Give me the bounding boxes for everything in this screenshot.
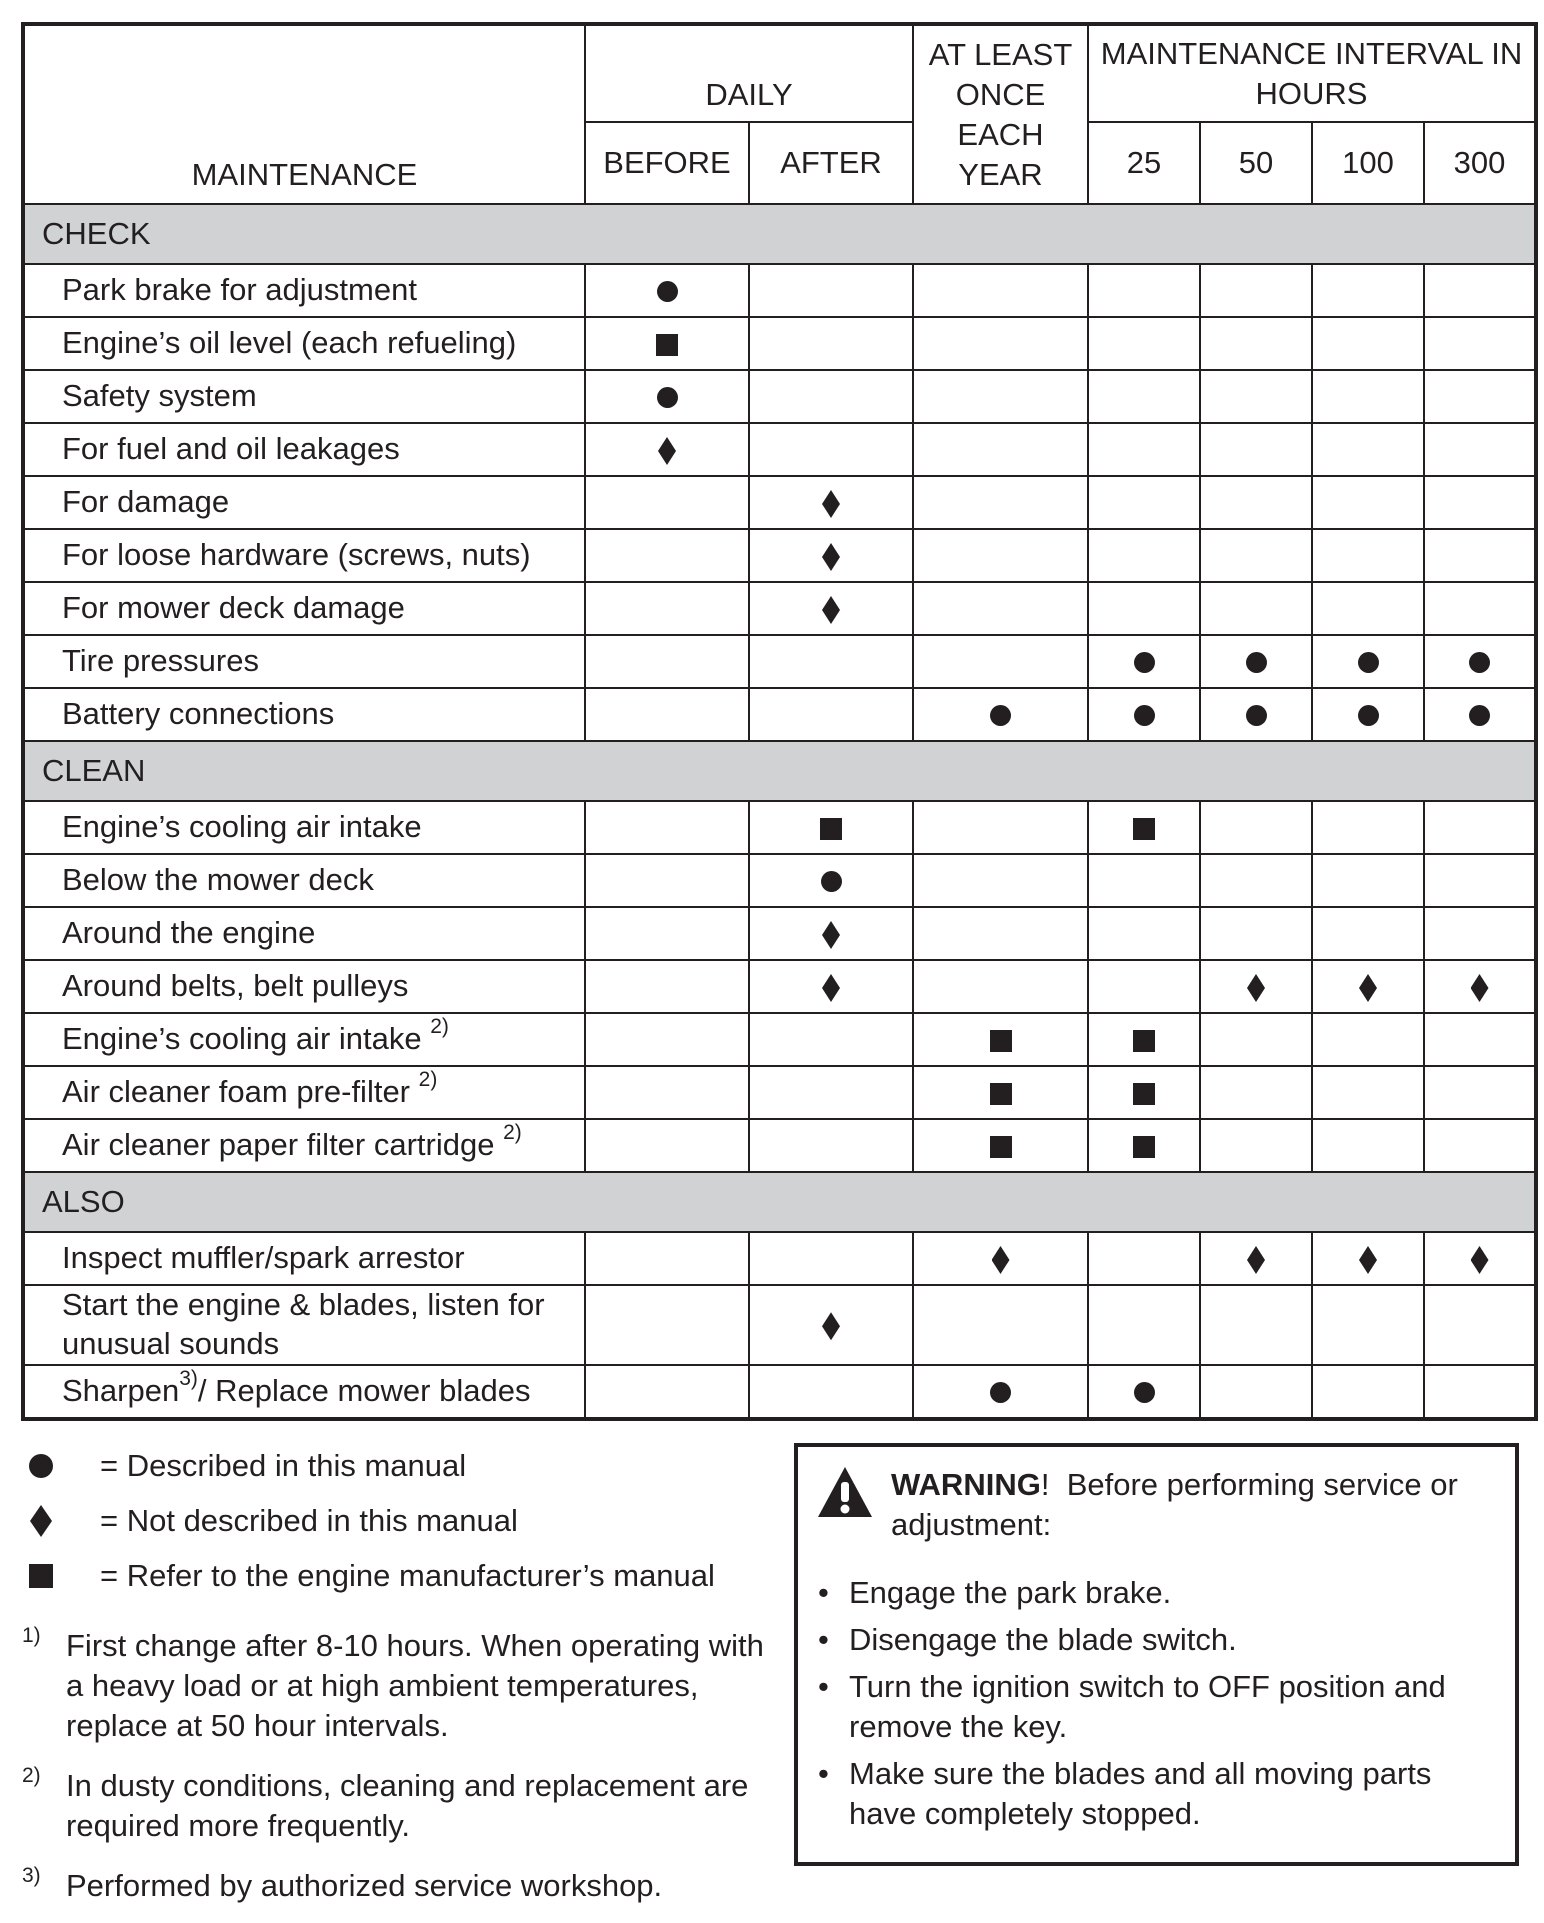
schedule-cell xyxy=(1312,1365,1424,1419)
schedule-cell xyxy=(749,1066,913,1119)
schedule-cell xyxy=(913,529,1088,582)
square-icon xyxy=(990,1083,1012,1105)
schedule-cell xyxy=(749,529,913,582)
schedule-cell xyxy=(1312,1066,1424,1119)
row-label xyxy=(23,1119,585,1172)
maintenance-schedule-table xyxy=(21,22,1538,1421)
schedule-cell xyxy=(1424,1232,1536,1285)
footnote-number: 3) xyxy=(22,1864,41,1887)
row-label xyxy=(23,801,585,854)
row-label xyxy=(23,688,585,741)
schedule-cell xyxy=(1200,370,1312,423)
schedule-cell xyxy=(1200,264,1312,317)
square-icon xyxy=(1133,1030,1155,1052)
row-label xyxy=(23,529,585,582)
schedule-cell xyxy=(585,1365,749,1419)
footnote-ref: 2) xyxy=(503,1121,522,1145)
schedule-cell xyxy=(1088,907,1200,960)
schedule-cell xyxy=(1424,264,1536,317)
schedule-cell xyxy=(913,907,1088,960)
schedule-cell xyxy=(1312,688,1424,741)
row-label-text: / Replace mower blades xyxy=(197,1372,531,1408)
schedule-cell xyxy=(1424,1013,1536,1066)
schedule-cell xyxy=(913,1066,1088,1119)
diamond-icon xyxy=(1471,974,1489,1002)
schedule-cell xyxy=(913,264,1088,317)
warning-item-text: Turn the ignition switch to OFF position and remove the key. xyxy=(849,1669,1446,1744)
table-row xyxy=(23,907,1536,960)
schedule-cell xyxy=(749,370,913,423)
schedule-cell xyxy=(749,635,913,688)
schedule-cell xyxy=(585,1119,749,1172)
dot-icon xyxy=(657,387,678,408)
schedule-cell xyxy=(1312,582,1424,635)
square-icon xyxy=(990,1136,1012,1158)
schedule-cell xyxy=(749,960,913,1013)
bullet: • xyxy=(818,1756,829,1791)
warning-triangle-icon xyxy=(816,1465,874,1519)
row-label-text: Battery connections xyxy=(62,696,335,732)
legend-text: = Described in this manual xyxy=(100,1448,467,1483)
warning-word: WARNING xyxy=(891,1467,1041,1502)
square-icon xyxy=(1133,1136,1155,1158)
schedule-cell xyxy=(585,688,749,741)
schedule-cell xyxy=(1424,423,1536,476)
schedule-cell xyxy=(1200,529,1312,582)
schedule-cell xyxy=(1312,854,1424,907)
dot-icon xyxy=(990,705,1011,726)
table-row xyxy=(23,635,1536,688)
schedule-cell xyxy=(1200,423,1312,476)
schedule-cell xyxy=(585,960,749,1013)
schedule-cell xyxy=(749,688,913,741)
row-label xyxy=(23,635,585,688)
row-label-text: Tire pressures xyxy=(62,643,259,679)
schedule-cell xyxy=(1200,582,1312,635)
dot-icon xyxy=(22,1454,60,1478)
footnote-text: Performed by authorized service workshop. xyxy=(66,1868,663,1903)
dot-icon xyxy=(657,281,678,302)
legend-item-dot xyxy=(22,1448,466,1484)
schedule-cell xyxy=(585,582,749,635)
schedule-cell xyxy=(749,264,913,317)
schedule-cell xyxy=(1424,801,1536,854)
schedule-cell xyxy=(1424,476,1536,529)
diamond-icon xyxy=(992,1246,1010,1274)
warning-item-text: Make sure the blades and all moving parts have completely stopped. xyxy=(849,1756,1432,1831)
square-icon xyxy=(820,818,842,840)
schedule-cell xyxy=(1088,582,1200,635)
schedule-cell xyxy=(1088,960,1200,1013)
schedule-cell xyxy=(1312,476,1424,529)
diamond-icon xyxy=(1247,1246,1265,1274)
dot-icon xyxy=(1358,705,1379,726)
table-row xyxy=(23,370,1536,423)
schedule-cell xyxy=(913,635,1088,688)
schedule-cell xyxy=(1088,529,1200,582)
schedule-cell xyxy=(749,854,913,907)
diamond-icon xyxy=(822,596,840,624)
row-label-text: Sharpen xyxy=(62,1372,180,1408)
header-interval: MAINTENANCE INTERVAL IN HOURS xyxy=(1088,24,1536,122)
schedule-cell xyxy=(913,317,1088,370)
footnote-ref: 2) xyxy=(430,1015,449,1039)
header-before: BEFORE xyxy=(585,122,749,204)
row-label xyxy=(23,1013,585,1066)
table-row xyxy=(23,1365,1536,1419)
row-label-text: Around belts, belt pulleys xyxy=(62,968,409,1004)
schedule-cell xyxy=(913,960,1088,1013)
table-row xyxy=(23,317,1536,370)
table-row xyxy=(23,1285,1536,1365)
dot-icon xyxy=(1358,652,1379,673)
schedule-cell xyxy=(585,370,749,423)
table-row xyxy=(23,854,1536,907)
schedule-cell xyxy=(749,1285,913,1365)
footnote-number: 1) xyxy=(22,1624,41,1647)
dot-icon xyxy=(1469,705,1490,726)
schedule-cell xyxy=(1424,1119,1536,1172)
schedule-cell xyxy=(1424,582,1536,635)
header-yearly: AT LEAST ONCE EACH YEAR xyxy=(913,24,1088,204)
schedule-cell xyxy=(1312,1119,1424,1172)
schedule-cell xyxy=(913,476,1088,529)
footnote-text: In dusty conditions, cleaning and replacement are required more frequently. xyxy=(66,1768,749,1843)
row-label-text: Inspect muffler/spark arrestor xyxy=(62,1240,465,1276)
table-row xyxy=(23,582,1536,635)
schedule-cell xyxy=(749,1119,913,1172)
diamond-icon xyxy=(822,1312,840,1340)
table-row xyxy=(23,1119,1536,1172)
footnote-text: First change after 8-10 hours. When operating with a heavy load or at high ambient temperatures, replace at 50 hour intervals. xyxy=(66,1628,764,1743)
row-label-text: Start the engine & blades, listen for unusual sounds xyxy=(62,1287,545,1361)
diamond-icon xyxy=(822,974,840,1002)
schedule-cell xyxy=(1200,1013,1312,1066)
bullet: • xyxy=(818,1622,829,1657)
schedule-cell xyxy=(1088,264,1200,317)
row-label xyxy=(23,1365,585,1419)
schedule-cell xyxy=(749,317,913,370)
schedule-cell xyxy=(1088,688,1200,741)
schedule-cell xyxy=(1088,1232,1200,1285)
diamond-icon xyxy=(822,543,840,571)
schedule-cell xyxy=(1200,801,1312,854)
schedule-cell xyxy=(1312,423,1424,476)
warning-heading xyxy=(816,1465,1506,1545)
schedule-cell xyxy=(1200,476,1312,529)
square-icon xyxy=(990,1030,1012,1052)
square-icon xyxy=(22,1564,60,1588)
schedule-cell xyxy=(1312,370,1424,423)
table-row xyxy=(23,1066,1536,1119)
schedule-cell xyxy=(1200,1365,1312,1419)
table-row xyxy=(23,476,1536,529)
table-row xyxy=(23,801,1536,854)
schedule-cell xyxy=(1424,960,1536,1013)
dot-icon xyxy=(1246,652,1267,673)
dot-icon xyxy=(1246,705,1267,726)
schedule-cell xyxy=(1200,1232,1312,1285)
row-label-text: For mower deck damage xyxy=(62,590,405,626)
diamond-icon xyxy=(658,437,676,465)
section-title: ALSO xyxy=(23,1172,1536,1232)
dot-icon xyxy=(1134,705,1155,726)
diamond-icon xyxy=(1359,974,1377,1002)
bullet: • xyxy=(818,1575,829,1610)
row-label xyxy=(23,907,585,960)
table-row xyxy=(23,529,1536,582)
schedule-cell xyxy=(1200,907,1312,960)
row-label-text: Engine’s cooling air intake xyxy=(62,809,422,845)
warning-item xyxy=(816,1573,1506,1613)
schedule-cell xyxy=(913,1013,1088,1066)
schedule-cell xyxy=(1424,688,1536,741)
schedule-cell xyxy=(749,1365,913,1419)
row-label xyxy=(23,317,585,370)
square-icon xyxy=(1133,818,1155,840)
row-label xyxy=(23,423,585,476)
schedule-cell xyxy=(585,635,749,688)
table-row xyxy=(23,264,1536,317)
schedule-cell xyxy=(913,1365,1088,1419)
schedule-cell xyxy=(913,582,1088,635)
schedule-cell xyxy=(913,370,1088,423)
dot-icon xyxy=(1469,652,1490,673)
row-label xyxy=(23,582,585,635)
schedule-cell xyxy=(585,1066,749,1119)
schedule-cell xyxy=(585,1232,749,1285)
section-header-row xyxy=(23,204,1536,264)
footnote-number: 2) xyxy=(22,1764,41,1787)
schedule-cell xyxy=(1312,801,1424,854)
schedule-cell xyxy=(1312,960,1424,1013)
row-label-text: Air cleaner paper filter cartridge xyxy=(62,1127,495,1163)
row-label-text: Park brake for adjustment xyxy=(62,272,417,308)
row-label-text: For fuel and oil leakages xyxy=(62,431,400,467)
section-title: CLEAN xyxy=(23,741,1536,801)
footnote-ref: 2) xyxy=(418,1068,438,1092)
schedule-cell xyxy=(749,907,913,960)
row-label xyxy=(23,476,585,529)
schedule-cell xyxy=(1200,1119,1312,1172)
schedule-cell xyxy=(1088,1013,1200,1066)
schedule-cell xyxy=(585,1013,749,1066)
schedule-cell xyxy=(1312,1285,1424,1365)
schedule-cell xyxy=(913,854,1088,907)
row-label-text: Safety system xyxy=(62,378,257,414)
row-label-text: Air cleaner foam pre-filter xyxy=(62,1074,411,1110)
schedule-cell xyxy=(749,423,913,476)
row-label xyxy=(23,1285,585,1365)
schedule-cell xyxy=(585,854,749,907)
warning-item xyxy=(816,1667,1506,1747)
dot-icon xyxy=(990,1382,1011,1403)
bullet: • xyxy=(818,1669,829,1704)
schedule-cell xyxy=(1088,476,1200,529)
table-row xyxy=(23,688,1536,741)
schedule-cell xyxy=(1200,635,1312,688)
schedule-cell xyxy=(1088,1285,1200,1365)
schedule-cell xyxy=(1312,635,1424,688)
row-label-text: For loose hardware (screws, nuts) xyxy=(62,537,531,573)
schedule-cell xyxy=(749,1232,913,1285)
schedule-cell xyxy=(1088,1066,1200,1119)
warning-lead: Before performing service or adjustment: xyxy=(891,1467,1458,1542)
schedule-cell xyxy=(585,317,749,370)
schedule-cell xyxy=(1088,801,1200,854)
schedule-cell xyxy=(913,801,1088,854)
diamond-icon xyxy=(22,1505,60,1537)
schedule-cell xyxy=(1424,1285,1536,1365)
warning-item-text: Engage the park brake. xyxy=(849,1575,1172,1610)
schedule-cell xyxy=(1424,635,1536,688)
schedule-cell xyxy=(1424,907,1536,960)
header-hours-25: 25 xyxy=(1088,122,1200,204)
dot-icon xyxy=(821,871,842,892)
diamond-icon xyxy=(1247,974,1265,1002)
row-label-text: For damage xyxy=(62,484,230,520)
schedule-cell xyxy=(1088,635,1200,688)
header-hours-100: 100 xyxy=(1312,122,1424,204)
warning-item xyxy=(816,1754,1506,1834)
row-label-text: Below the mower deck xyxy=(62,862,374,898)
row-label xyxy=(23,854,585,907)
schedule-cell xyxy=(913,1119,1088,1172)
legend-item-square xyxy=(22,1558,715,1594)
schedule-cell xyxy=(1200,688,1312,741)
header-hours-50: 50 xyxy=(1200,122,1312,204)
row-label xyxy=(23,960,585,1013)
row-label-text: Engine’s oil level (each refueling) xyxy=(62,325,517,361)
schedule-cell xyxy=(913,1285,1088,1365)
schedule-cell xyxy=(913,1232,1088,1285)
footnote-ref: 3) xyxy=(179,1366,198,1390)
square-icon xyxy=(1133,1083,1155,1105)
schedule-cell xyxy=(585,423,749,476)
row-label xyxy=(23,264,585,317)
schedule-cell xyxy=(1200,854,1312,907)
legend-item-diamond xyxy=(22,1503,518,1539)
schedule-cell xyxy=(585,264,749,317)
schedule-cell xyxy=(1088,1365,1200,1419)
schedule-cell xyxy=(585,476,749,529)
schedule-cell xyxy=(1200,1066,1312,1119)
legend-text: = Refer to the engine manufacturer’s manual xyxy=(100,1558,715,1593)
table-row xyxy=(23,1232,1536,1285)
schedule-cell xyxy=(1200,960,1312,1013)
warning-item xyxy=(816,1620,1506,1660)
schedule-cell xyxy=(1088,423,1200,476)
diamond-icon xyxy=(822,490,840,518)
warning-list xyxy=(816,1573,1506,1841)
schedule-cell xyxy=(1312,1232,1424,1285)
header-after: AFTER xyxy=(749,122,913,204)
schedule-cell xyxy=(1200,1285,1312,1365)
section-title: CHECK xyxy=(23,204,1536,264)
schedule-cell xyxy=(1312,907,1424,960)
schedule-cell xyxy=(1312,529,1424,582)
section-header-row xyxy=(23,1172,1536,1232)
header-hours-300: 300 xyxy=(1424,122,1536,204)
table-row xyxy=(23,1013,1536,1066)
diamond-icon xyxy=(1359,1246,1377,1274)
table-row xyxy=(23,423,1536,476)
schedule-cell xyxy=(749,582,913,635)
schedule-cell xyxy=(1312,264,1424,317)
schedule-cell xyxy=(1088,854,1200,907)
schedule-cell xyxy=(749,1013,913,1066)
header-daily: DAILY xyxy=(585,24,913,122)
schedule-cell xyxy=(1424,854,1536,907)
warning-exclamation: ! xyxy=(1040,1467,1050,1502)
row-label-text: Engine’s cooling air intake xyxy=(62,1021,422,1057)
table-row xyxy=(23,960,1536,1013)
schedule-cell xyxy=(585,801,749,854)
schedule-cell xyxy=(1088,1119,1200,1172)
dot-icon xyxy=(1134,652,1155,673)
schedule-cell xyxy=(1088,317,1200,370)
schedule-cell xyxy=(1312,1013,1424,1066)
header-maintenance: MAINTENANCE xyxy=(23,24,585,204)
section-header-row xyxy=(23,741,1536,801)
schedule-cell xyxy=(1424,317,1536,370)
row-label xyxy=(23,1232,585,1285)
schedule-cell xyxy=(1424,529,1536,582)
row-label xyxy=(23,370,585,423)
square-icon xyxy=(656,334,678,356)
schedule-cell xyxy=(913,688,1088,741)
schedule-cell xyxy=(585,1285,749,1365)
row-label xyxy=(23,1066,585,1119)
schedule-cell xyxy=(913,423,1088,476)
schedule-cell xyxy=(749,476,913,529)
schedule-cell xyxy=(1200,317,1312,370)
warning-box xyxy=(794,1443,1519,1866)
schedule-cell xyxy=(1424,1066,1536,1119)
row-label-text: Around the engine xyxy=(62,915,316,951)
schedule-cell xyxy=(585,529,749,582)
schedule-cell xyxy=(1424,1365,1536,1419)
schedule-cell xyxy=(585,907,749,960)
diamond-icon xyxy=(822,921,840,949)
schedule-cell xyxy=(749,801,913,854)
legend-text: = Not described in this manual xyxy=(100,1503,518,1538)
dot-icon xyxy=(1134,1382,1155,1403)
schedule-cell xyxy=(1312,317,1424,370)
schedule-cell xyxy=(1088,370,1200,423)
diamond-icon xyxy=(1471,1246,1489,1274)
schedule-cell xyxy=(1424,370,1536,423)
warning-item-text: Disengage the blade switch. xyxy=(849,1622,1237,1657)
